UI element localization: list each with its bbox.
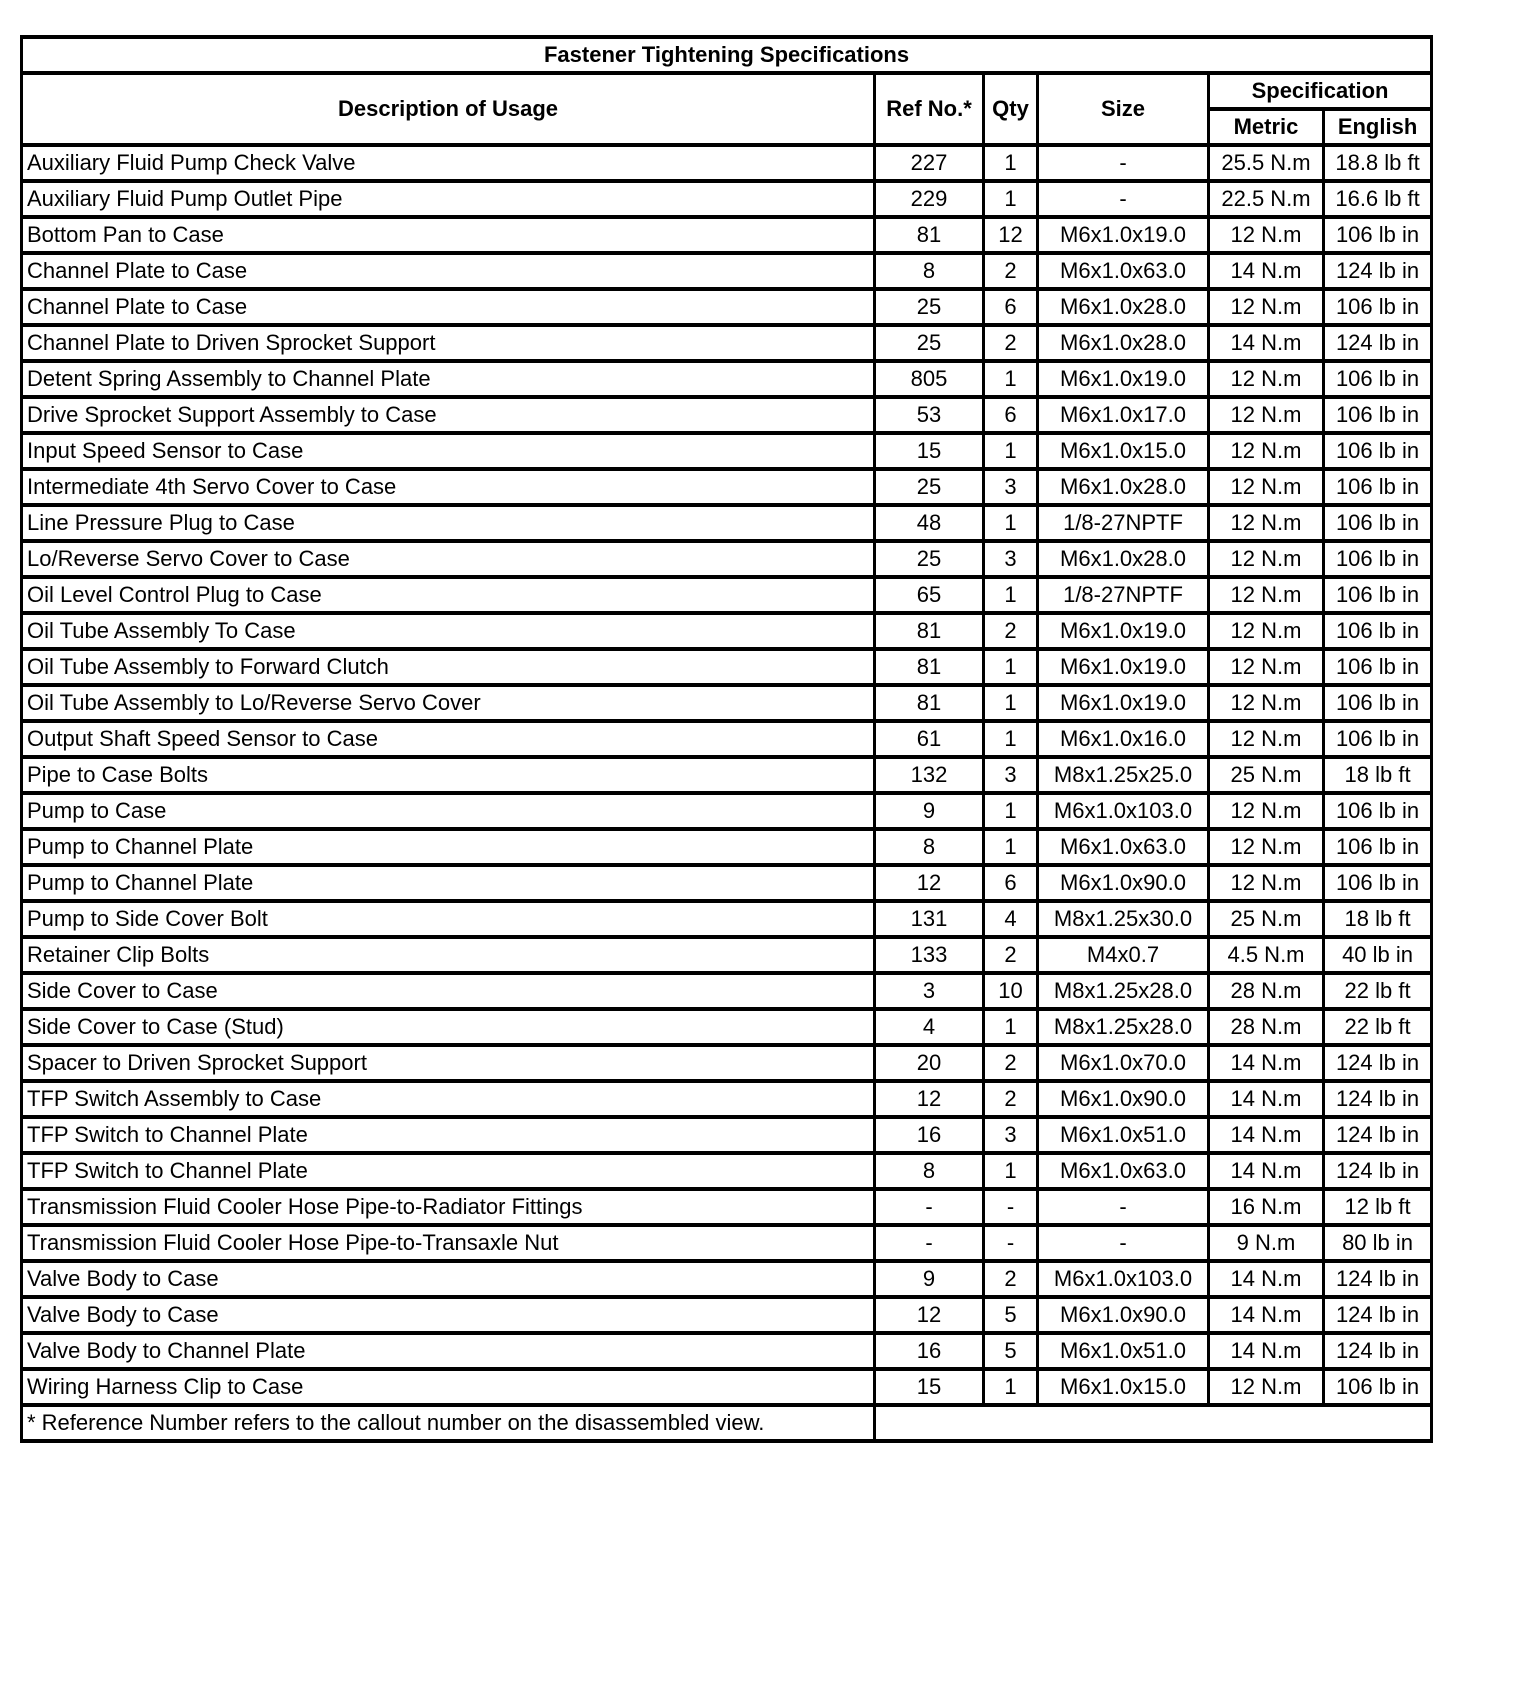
cell-english: 124 lb in [1324, 1153, 1432, 1189]
cell-description: Side Cover to Case [22, 973, 875, 1009]
cell-description: Auxiliary Fluid Pump Outlet Pipe [22, 181, 875, 217]
cell-ref-no: 81 [875, 613, 984, 649]
cell-metric: 12 N.m [1209, 469, 1324, 505]
table-row [22, 181, 1432, 217]
cell-english: 106 lb in [1324, 1369, 1432, 1405]
cell-ref-no: 805 [875, 361, 984, 397]
cell-size: M6x1.0x19.0 [1038, 685, 1209, 721]
cell-size: M4x0.7 [1038, 937, 1209, 973]
cell-ref-no: 81 [875, 685, 984, 721]
cell-qty: 5 [984, 1297, 1038, 1333]
cell-english: 124 lb in [1324, 1297, 1432, 1333]
cell-size: 1/8-27NPTF [1038, 505, 1209, 541]
cell-english: 18 lb ft [1324, 757, 1432, 793]
cell-description: Pipe to Case Bolts [22, 757, 875, 793]
table-row [22, 1009, 1432, 1045]
cell-ref-no: 16 [875, 1333, 984, 1369]
cell-metric: 14 N.m [1209, 1333, 1324, 1369]
cell-english: 16.6 lb ft [1324, 181, 1432, 217]
cell-ref-no: 8 [875, 1153, 984, 1189]
cell-ref-no: 132 [875, 757, 984, 793]
cell-qty: 6 [984, 865, 1038, 901]
cell-metric: 12 N.m [1209, 649, 1324, 685]
cell-qty: 2 [984, 1081, 1038, 1117]
table-row [22, 1261, 1432, 1297]
cell-metric: 14 N.m [1209, 1153, 1324, 1189]
cell-description: Detent Spring Assembly to Channel Plate [22, 361, 875, 397]
cell-qty: 1 [984, 721, 1038, 757]
cell-description: Oil Tube Assembly to Lo/Reverse Servo Cover [22, 685, 875, 721]
cell-metric: 12 N.m [1209, 613, 1324, 649]
cell-metric: 28 N.m [1209, 1009, 1324, 1045]
cell-description: Pump to Side Cover Bolt [22, 901, 875, 937]
cell-metric: 14 N.m [1209, 325, 1324, 361]
table-row [22, 1369, 1432, 1405]
table-row [22, 1045, 1432, 1081]
cell-size: M6x1.0x63.0 [1038, 829, 1209, 865]
cell-metric: 12 N.m [1209, 793, 1324, 829]
cell-ref-no: 15 [875, 1369, 984, 1405]
header-description: Description of Usage [22, 73, 875, 145]
cell-english: 106 lb in [1324, 217, 1432, 253]
cell-metric: 22.5 N.m [1209, 181, 1324, 217]
table-row [22, 217, 1432, 253]
cell-description: Input Speed Sensor to Case [22, 433, 875, 469]
cell-ref-no: - [875, 1225, 984, 1261]
table-row [22, 901, 1432, 937]
cell-metric: 12 N.m [1209, 1369, 1324, 1405]
cell-english: 106 lb in [1324, 289, 1432, 325]
cell-description: Pump to Case [22, 793, 875, 829]
cell-english: 106 lb in [1324, 397, 1432, 433]
cell-ref-no: 65 [875, 577, 984, 613]
cell-description: Transmission Fluid Cooler Hose Pipe-to-Transaxle Nut [22, 1225, 875, 1261]
table-row [22, 613, 1432, 649]
cell-ref-no: 133 [875, 937, 984, 973]
cell-qty: 4 [984, 901, 1038, 937]
cell-size: M8x1.25x28.0 [1038, 1009, 1209, 1045]
cell-english: 18.8 lb ft [1324, 145, 1432, 181]
cell-size: M8x1.25x30.0 [1038, 901, 1209, 937]
cell-size: M6x1.0x90.0 [1038, 1297, 1209, 1333]
table-row [22, 721, 1432, 757]
cell-ref-no: 25 [875, 325, 984, 361]
header-qty: Qty [984, 73, 1038, 145]
cell-size: M6x1.0x51.0 [1038, 1117, 1209, 1153]
cell-qty: - [984, 1225, 1038, 1261]
cell-description: Drive Sprocket Support Assembly to Case [22, 397, 875, 433]
cell-metric: 12 N.m [1209, 721, 1324, 757]
cell-qty: 2 [984, 613, 1038, 649]
cell-english: 124 lb in [1324, 1333, 1432, 1369]
cell-english: 106 lb in [1324, 577, 1432, 613]
cell-description: Valve Body to Channel Plate [22, 1333, 875, 1369]
cell-ref-no: 12 [875, 1297, 984, 1333]
cell-description: Channel Plate to Driven Sprocket Support [22, 325, 875, 361]
table-row [22, 1117, 1432, 1153]
cell-metric: 12 N.m [1209, 361, 1324, 397]
cell-description: Pump to Channel Plate [22, 829, 875, 865]
cell-size: M6x1.0x103.0 [1038, 793, 1209, 829]
cell-ref-no: 81 [875, 217, 984, 253]
cell-size: - [1038, 1189, 1209, 1225]
cell-english: 106 lb in [1324, 613, 1432, 649]
table-row [22, 433, 1432, 469]
cell-ref-no: 227 [875, 145, 984, 181]
table-row [22, 289, 1432, 325]
cell-ref-no: 8 [875, 829, 984, 865]
cell-description: Intermediate 4th Servo Cover to Case [22, 469, 875, 505]
cell-description: Wiring Harness Clip to Case [22, 1369, 875, 1405]
cell-ref-no: 9 [875, 793, 984, 829]
cell-size: M6x1.0x90.0 [1038, 865, 1209, 901]
cell-english: 106 lb in [1324, 505, 1432, 541]
table-row [22, 1153, 1432, 1189]
table-row [22, 829, 1432, 865]
cell-qty: 5 [984, 1333, 1038, 1369]
table-row [22, 253, 1432, 289]
cell-qty: 1 [984, 649, 1038, 685]
cell-metric: 12 N.m [1209, 541, 1324, 577]
cell-qty: - [984, 1189, 1038, 1225]
cell-metric: 14 N.m [1209, 253, 1324, 289]
cell-english: 22 lb ft [1324, 1009, 1432, 1045]
table-row [22, 685, 1432, 721]
cell-metric: 12 N.m [1209, 397, 1324, 433]
cell-english: 124 lb in [1324, 253, 1432, 289]
cell-size: M6x1.0x70.0 [1038, 1045, 1209, 1081]
cell-metric: 12 N.m [1209, 577, 1324, 613]
cell-metric: 12 N.m [1209, 505, 1324, 541]
cell-metric: 12 N.m [1209, 829, 1324, 865]
table-row [22, 757, 1432, 793]
cell-metric: 9 N.m [1209, 1225, 1324, 1261]
cell-qty: 2 [984, 1045, 1038, 1081]
cell-description: Retainer Clip Bolts [22, 937, 875, 973]
cell-size: M6x1.0x19.0 [1038, 217, 1209, 253]
cell-ref-no: 25 [875, 469, 984, 505]
cell-ref-no: 3 [875, 973, 984, 1009]
cell-ref-no: 4 [875, 1009, 984, 1045]
table-row [22, 649, 1432, 685]
cell-qty: 2 [984, 937, 1038, 973]
cell-size: M6x1.0x15.0 [1038, 433, 1209, 469]
cell-qty: 3 [984, 469, 1038, 505]
cell-size: M6x1.0x28.0 [1038, 541, 1209, 577]
cell-qty: 3 [984, 541, 1038, 577]
table-row [22, 145, 1432, 181]
footnote-blank [875, 1405, 1432, 1441]
cell-ref-no: 229 [875, 181, 984, 217]
cell-english: 12 lb ft [1324, 1189, 1432, 1225]
table-row [22, 793, 1432, 829]
cell-qty: 3 [984, 1117, 1038, 1153]
cell-size: M6x1.0x17.0 [1038, 397, 1209, 433]
cell-english: 106 lb in [1324, 865, 1432, 901]
cell-description: TFP Switch to Channel Plate [22, 1117, 875, 1153]
cell-description: Auxiliary Fluid Pump Check Valve [22, 145, 875, 181]
cell-english: 80 lb in [1324, 1225, 1432, 1261]
table-row [22, 577, 1432, 613]
cell-size: - [1038, 181, 1209, 217]
cell-metric: 12 N.m [1209, 433, 1324, 469]
cell-size: - [1038, 1225, 1209, 1261]
cell-english: 106 lb in [1324, 721, 1432, 757]
cell-ref-no: 81 [875, 649, 984, 685]
cell-description: Spacer to Driven Sprocket Support [22, 1045, 875, 1081]
cell-ref-no: 53 [875, 397, 984, 433]
cell-metric: 28 N.m [1209, 973, 1324, 1009]
cell-english: 124 lb in [1324, 1261, 1432, 1297]
table-row [22, 937, 1432, 973]
table-row [22, 1189, 1432, 1225]
cell-ref-no: 48 [875, 505, 984, 541]
cell-qty: 2 [984, 1261, 1038, 1297]
cell-description: Lo/Reverse Servo Cover to Case [22, 541, 875, 577]
cell-size: M6x1.0x63.0 [1038, 1153, 1209, 1189]
cell-english: 106 lb in [1324, 469, 1432, 505]
cell-size: M6x1.0x28.0 [1038, 325, 1209, 361]
footnote: * Reference Number refers to the callout number on the disassembled view. [22, 1405, 875, 1441]
cell-size: M6x1.0x28.0 [1038, 469, 1209, 505]
header-english: English [1324, 109, 1432, 145]
cell-metric: 14 N.m [1209, 1117, 1324, 1153]
cell-english: 106 lb in [1324, 361, 1432, 397]
cell-metric: 25.5 N.m [1209, 145, 1324, 181]
cell-description: Valve Body to Case [22, 1261, 875, 1297]
cell-qty: 1 [984, 433, 1038, 469]
cell-qty: 2 [984, 325, 1038, 361]
cell-description: Oil Tube Assembly to Forward Clutch [22, 649, 875, 685]
cell-ref-no: 25 [875, 289, 984, 325]
cell-ref-no: 131 [875, 901, 984, 937]
cell-qty: 1 [984, 1369, 1038, 1405]
cell-description: Transmission Fluid Cooler Hose Pipe-to-Radiator Fittings [22, 1189, 875, 1225]
cell-qty: 1 [984, 793, 1038, 829]
cell-size: M6x1.0x19.0 [1038, 649, 1209, 685]
cell-qty: 1 [984, 145, 1038, 181]
cell-ref-no: 15 [875, 433, 984, 469]
cell-english: 124 lb in [1324, 1081, 1432, 1117]
cell-size: M6x1.0x19.0 [1038, 613, 1209, 649]
cell-qty: 10 [984, 973, 1038, 1009]
cell-ref-no: 61 [875, 721, 984, 757]
cell-metric: 4.5 N.m [1209, 937, 1324, 973]
cell-ref-no: 12 [875, 865, 984, 901]
table-row [22, 865, 1432, 901]
cell-ref-no: 16 [875, 1117, 984, 1153]
cell-size: M6x1.0x51.0 [1038, 1333, 1209, 1369]
cell-description: Output Shaft Speed Sensor to Case [22, 721, 875, 757]
cell-description: Oil Tube Assembly To Case [22, 613, 875, 649]
cell-description: TFP Switch to Channel Plate [22, 1153, 875, 1189]
cell-metric: 12 N.m [1209, 865, 1324, 901]
cell-qty: 1 [984, 1153, 1038, 1189]
cell-qty: 1 [984, 361, 1038, 397]
cell-metric: 14 N.m [1209, 1261, 1324, 1297]
cell-size: - [1038, 145, 1209, 181]
cell-english: 106 lb in [1324, 829, 1432, 865]
table-row [22, 973, 1432, 1009]
cell-size: M6x1.0x90.0 [1038, 1081, 1209, 1117]
cell-qty: 1 [984, 685, 1038, 721]
header-size: Size [1038, 73, 1209, 145]
cell-ref-no: 25 [875, 541, 984, 577]
cell-ref-no: 20 [875, 1045, 984, 1081]
cell-size: M6x1.0x28.0 [1038, 289, 1209, 325]
table-row [22, 505, 1432, 541]
cell-english: 106 lb in [1324, 793, 1432, 829]
cell-english: 18 lb ft [1324, 901, 1432, 937]
cell-metric: 25 N.m [1209, 901, 1324, 937]
cell-english: 22 lb ft [1324, 973, 1432, 1009]
cell-metric: 16 N.m [1209, 1189, 1324, 1225]
cell-qty: 12 [984, 217, 1038, 253]
table-row [22, 541, 1432, 577]
cell-qty: 1 [984, 505, 1038, 541]
cell-qty: 1 [984, 1009, 1038, 1045]
cell-english: 40 lb in [1324, 937, 1432, 973]
cell-qty: 1 [984, 577, 1038, 613]
table-row [22, 325, 1432, 361]
cell-description: Channel Plate to Case [22, 289, 875, 325]
cell-english: 106 lb in [1324, 433, 1432, 469]
header-ref-no: Ref No.* [875, 73, 984, 145]
cell-description: Channel Plate to Case [22, 253, 875, 289]
cell-size: M6x1.0x15.0 [1038, 1369, 1209, 1405]
cell-metric: 14 N.m [1209, 1297, 1324, 1333]
cell-english: 124 lb in [1324, 1117, 1432, 1153]
table-row [22, 1081, 1432, 1117]
cell-qty: 3 [984, 757, 1038, 793]
cell-size: M6x1.0x16.0 [1038, 721, 1209, 757]
cell-metric: 12 N.m [1209, 289, 1324, 325]
cell-english: 106 lb in [1324, 649, 1432, 685]
cell-metric: 12 N.m [1209, 217, 1324, 253]
header-specification: Specification [1209, 73, 1432, 109]
table-row [22, 469, 1432, 505]
cell-qty: 6 [984, 397, 1038, 433]
cell-description: Pump to Channel Plate [22, 865, 875, 901]
cell-size: M6x1.0x19.0 [1038, 361, 1209, 397]
cell-description: Line Pressure Plug to Case [22, 505, 875, 541]
cell-qty: 6 [984, 289, 1038, 325]
cell-metric: 12 N.m [1209, 685, 1324, 721]
table-row [22, 361, 1432, 397]
cell-english: 106 lb in [1324, 685, 1432, 721]
cell-size: M6x1.0x63.0 [1038, 253, 1209, 289]
cell-qty: 1 [984, 181, 1038, 217]
cell-english: 124 lb in [1324, 325, 1432, 361]
fastener-spec-table [20, 35, 1433, 1443]
cell-description: Valve Body to Case [22, 1297, 875, 1333]
table-row [22, 1297, 1432, 1333]
cell-english: 124 lb in [1324, 1045, 1432, 1081]
cell-metric: 25 N.m [1209, 757, 1324, 793]
cell-qty: 2 [984, 253, 1038, 289]
cell-size: M8x1.25x25.0 [1038, 757, 1209, 793]
cell-size: 1/8-27NPTF [1038, 577, 1209, 613]
cell-english: 106 lb in [1324, 541, 1432, 577]
table-row [22, 397, 1432, 433]
cell-size: M6x1.0x103.0 [1038, 1261, 1209, 1297]
table-row [22, 1333, 1432, 1369]
cell-metric: 14 N.m [1209, 1081, 1324, 1117]
cell-description: TFP Switch Assembly to Case [22, 1081, 875, 1117]
header-metric: Metric [1209, 109, 1324, 145]
cell-ref-no: 12 [875, 1081, 984, 1117]
cell-size: M8x1.25x28.0 [1038, 973, 1209, 1009]
table-row [22, 1225, 1432, 1261]
table-title: Fastener Tightening Specifications [22, 37, 1432, 73]
cell-ref-no: - [875, 1189, 984, 1225]
table-body [22, 145, 1432, 1405]
cell-metric: 14 N.m [1209, 1045, 1324, 1081]
cell-description: Bottom Pan to Case [22, 217, 875, 253]
cell-ref-no: 8 [875, 253, 984, 289]
cell-ref-no: 9 [875, 1261, 984, 1297]
cell-description: Side Cover to Case (Stud) [22, 1009, 875, 1045]
cell-description: Oil Level Control Plug to Case [22, 577, 875, 613]
cell-qty: 1 [984, 829, 1038, 865]
